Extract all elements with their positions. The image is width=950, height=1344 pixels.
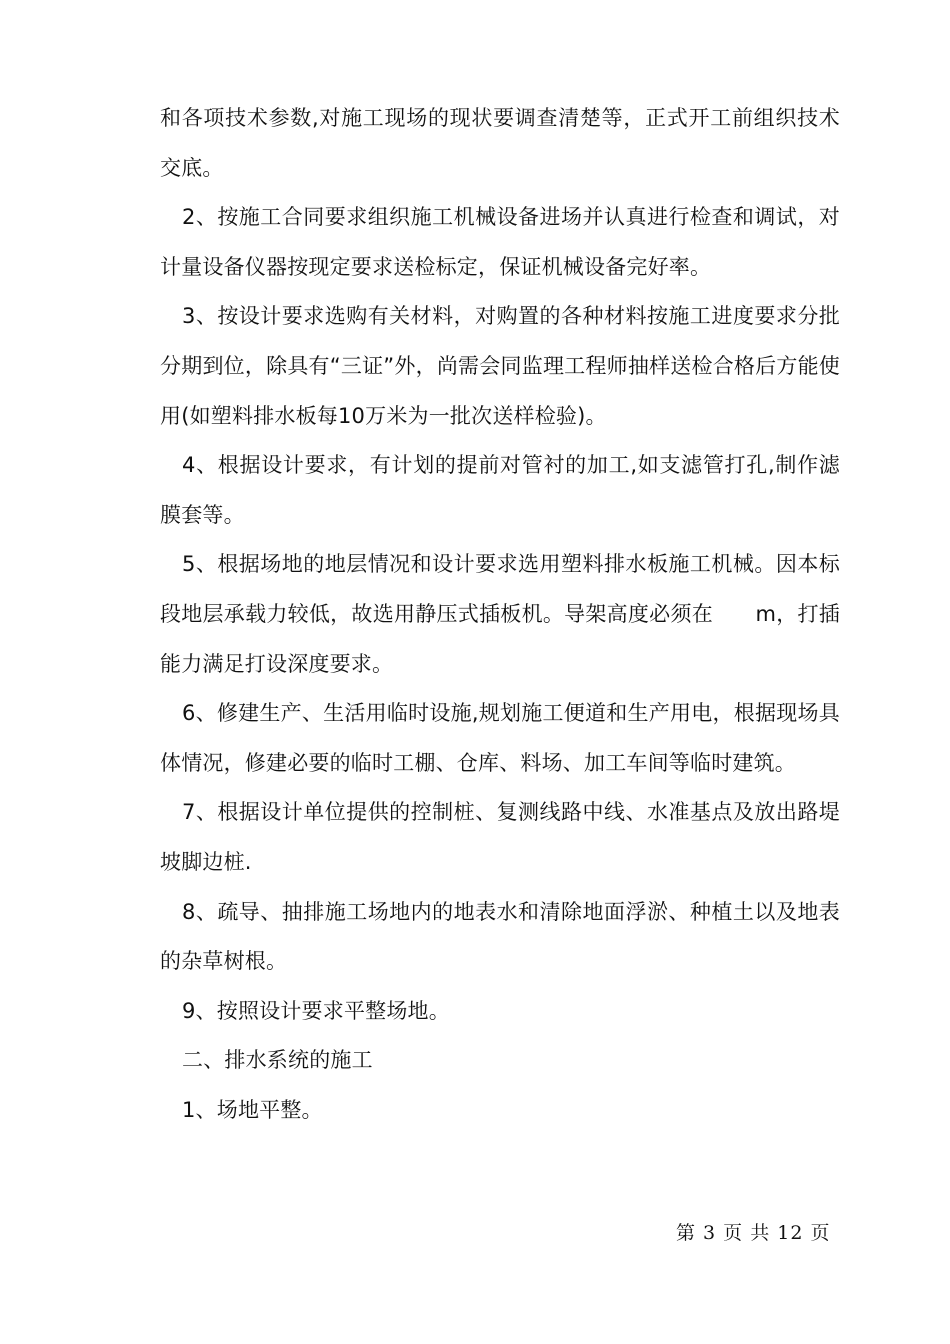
section-heading: 二、排水系统的施工	[182, 1048, 373, 1073]
paragraph-subitem-1: 1、场地平整。	[182, 1097, 323, 1122]
paragraph-continuation: 和各项技术参数,对施工现场的现状要调查清楚等，正式开工前组织技术交底。	[160, 106, 840, 180]
paragraph-item-7: 7、根据设计单位提供的控制桩、复测线路中线、水准基点及放出路堤坡脚边桩.	[160, 800, 840, 874]
paragraph-item-2: 2、按施工合同要求组织施工机械设备进场并认真进行检查和调试，对计量设备仪器按现定要求送检标定，保证机械设备完好率。	[160, 205, 840, 279]
document-body	[160, 94, 840, 1135]
paragraph-item-4: 4、根据设计要求，有计划的提前对管衬的加工,如支滤管打孔,制作滤膜套等。	[160, 453, 840, 527]
paragraph-item-9: 9、按照设计要求平整场地。	[182, 998, 450, 1023]
paragraph-item-3: 3、按设计要求选购有关材料，对购置的各种材料按施工进度要求分批分期到位，除具有“三证”外，尚需会同监理工程师抽样送检合格后方能使用(如塑料排水板每10万米为一批次送样检验)。	[160, 304, 840, 428]
paragraph-item-8: 8、疏导、抽排施工场地内的地表水和清除地面浮淤、种植土以及地表的杂草树根。	[160, 899, 840, 974]
paragraph-item-6: 6、修建生产、生活用临时设施,规划施工便道和生产用电，根据现场具体情况，修建必要的临时工棚、仓库、料场、加工车间等临时建筑。	[160, 701, 840, 775]
paragraph-item-5: 5、根据场地的地层情况和设计要求选用塑料排水板施工机械。因本标段地层承载力较低，故选用静压式插板机。导架高度必须在 m，打插能力满足打设深度要求。	[160, 552, 840, 676]
page-number-footer: 第 3 页 共 12 页	[676, 1222, 831, 1244]
